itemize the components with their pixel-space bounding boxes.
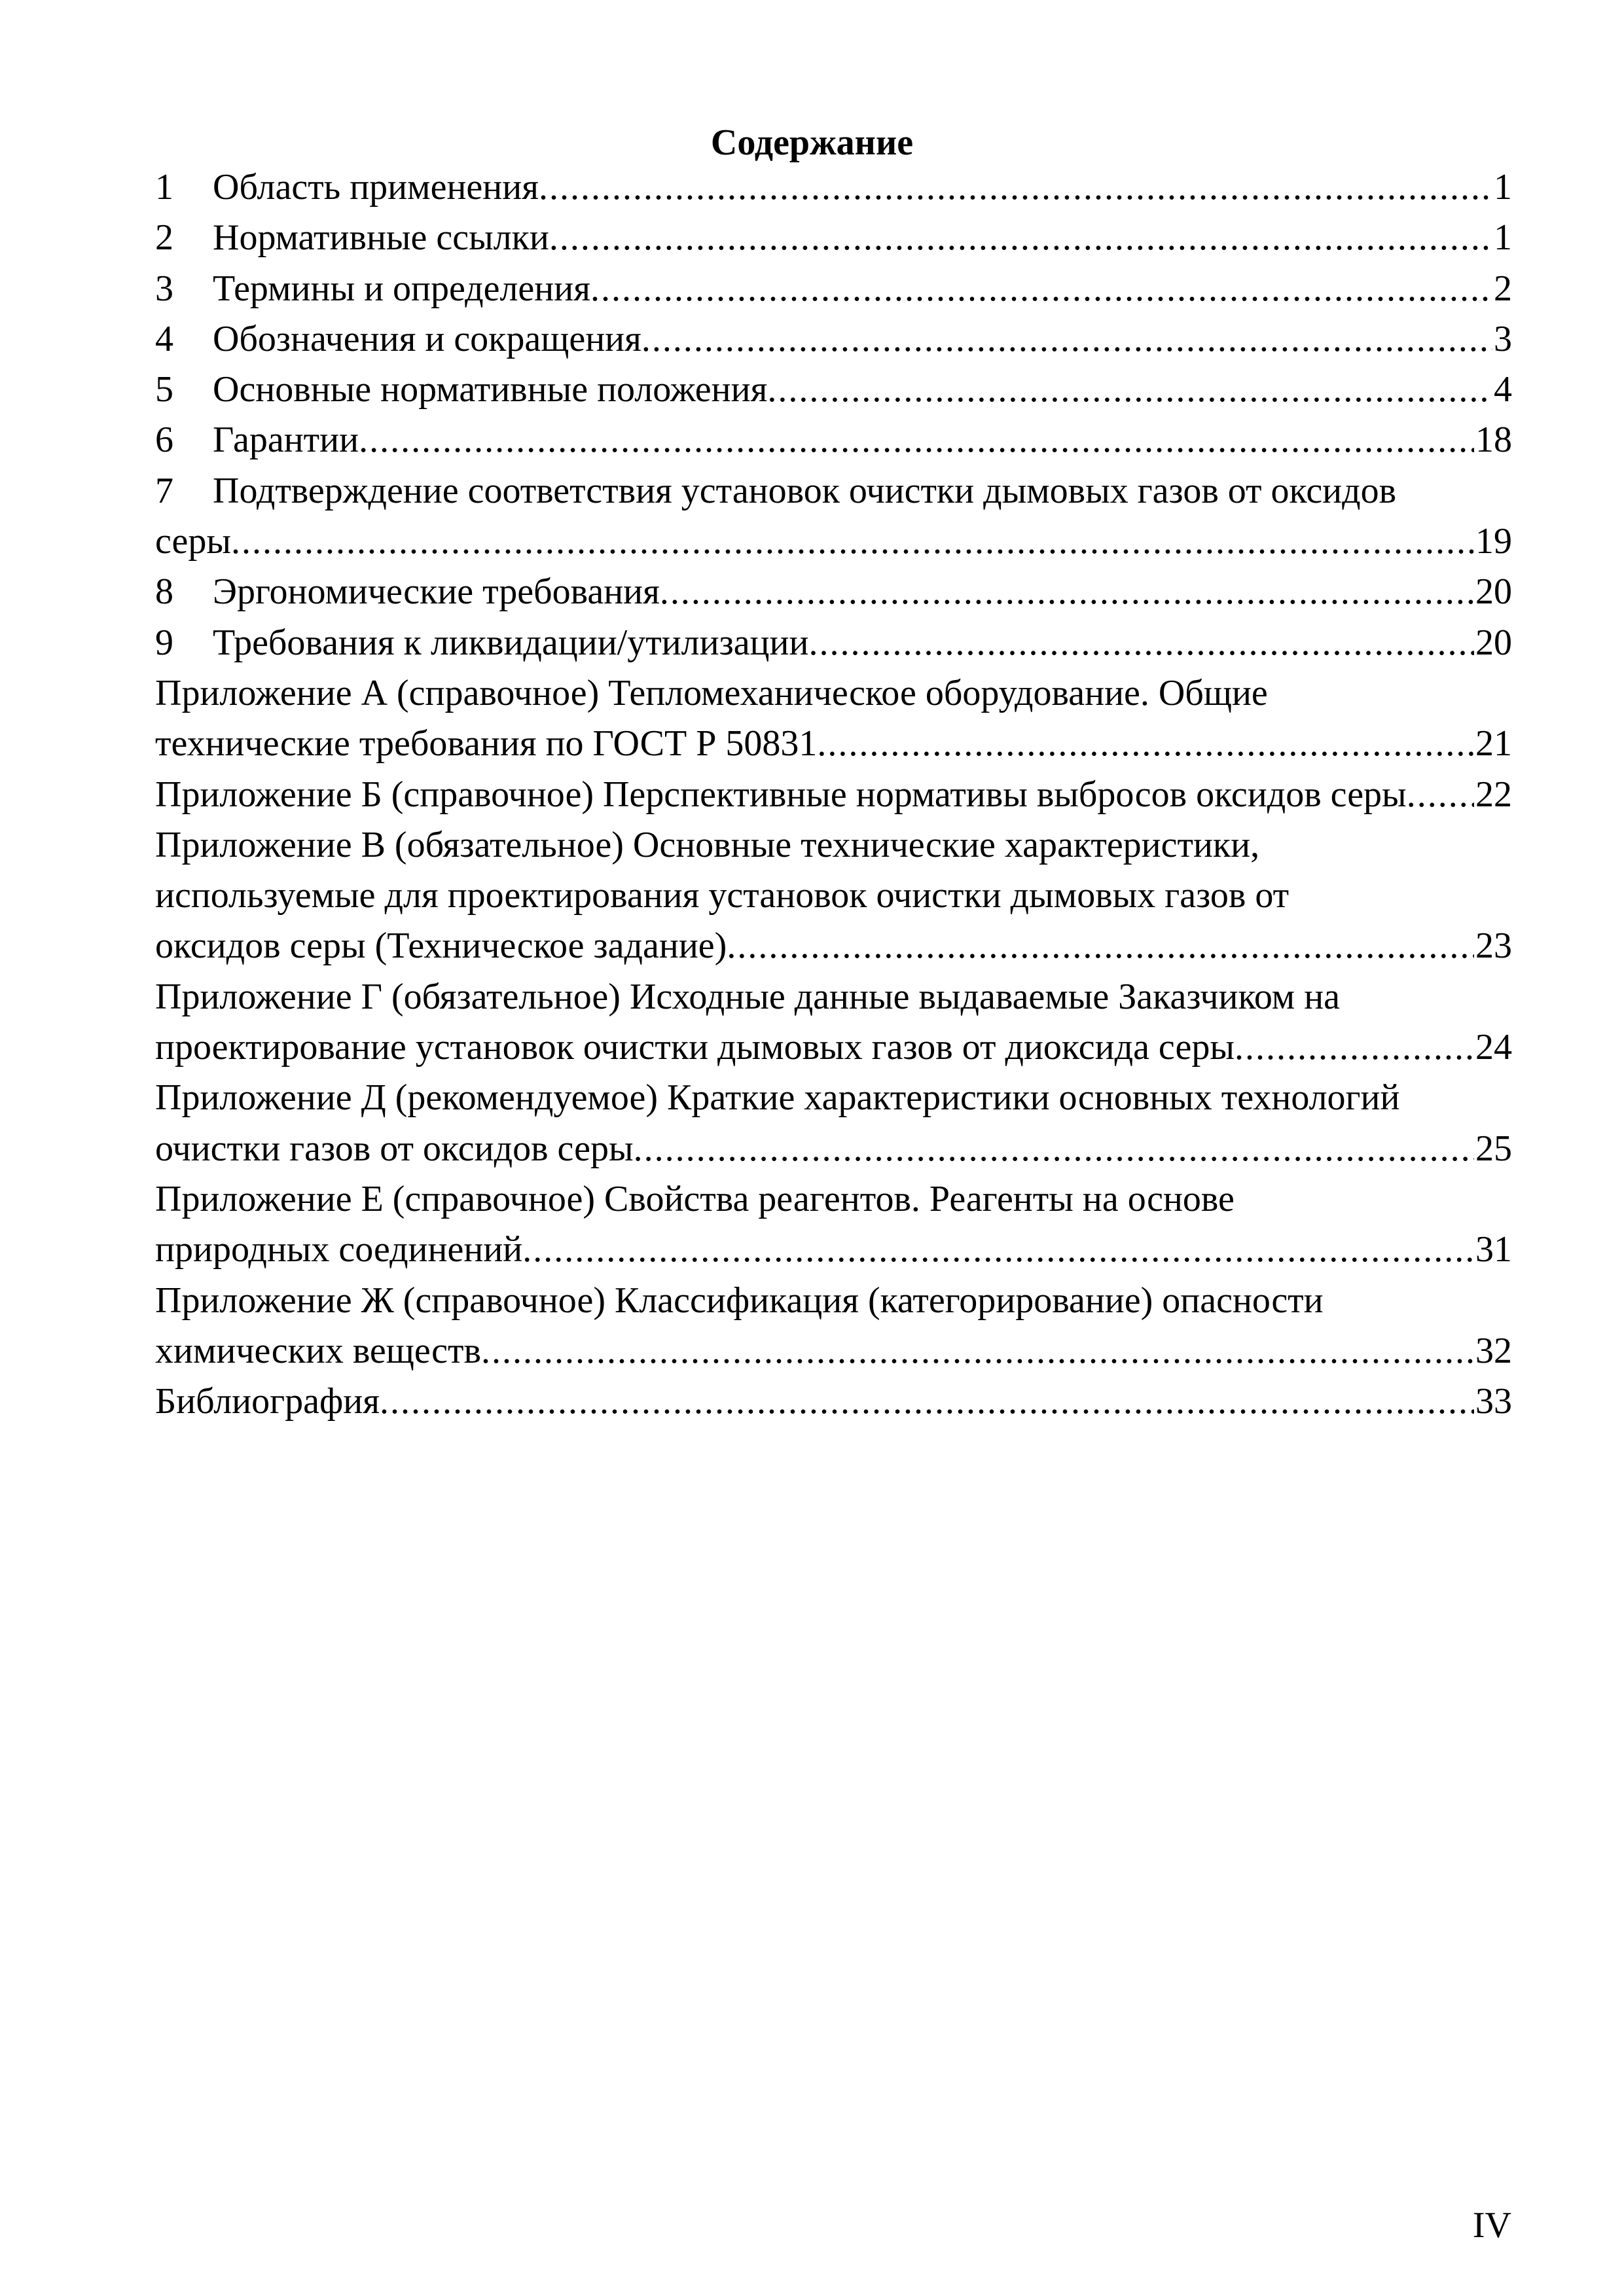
toc-entry-page: 23 [1475, 925, 1512, 967]
toc-entry-page: 20 [1475, 622, 1512, 663]
toc-entry-line [155, 466, 1512, 516]
toc-appendix-e[interactable] [155, 1174, 1512, 1276]
toc-entry-page: 31 [1475, 1229, 1512, 1270]
toc-entry-page: 4 [1494, 369, 1512, 410]
dot-leader [481, 1326, 1474, 1376]
toc-entry-title: Гарантии [213, 420, 359, 461]
toc-entry-line: Приложение В (обязательное) Основные технические характеристики, [155, 824, 1260, 865]
page-number: IV [1472, 2205, 1511, 2246]
toc-entry-title-continued: технические требования по ГОСТ Р 50831 [155, 723, 818, 764]
toc-entry-page: 24 [1475, 1027, 1512, 1068]
toc-entry-number: 3 [155, 268, 173, 309]
toc-entry-page: 21 [1475, 723, 1512, 764]
toc-entry-title-continued: оксидов серы (Техническое задание) [155, 925, 727, 967]
toc-entry-title: Обозначения и сокращения [213, 318, 641, 359]
toc-entry-line [155, 921, 1512, 971]
toc-entry-line [155, 1022, 1512, 1073]
page-title: Содержание [710, 122, 914, 163]
dot-leader [808, 618, 1474, 668]
toc-entry-page: 22 [1475, 774, 1512, 815]
toc-entry-1[interactable] [155, 162, 1512, 213]
toc-entry-title: Нормативные ссылки [213, 217, 549, 259]
toc-entry-page: 1 [1494, 167, 1512, 207]
toc-entry-page: 20 [1475, 571, 1512, 613]
dot-leader [522, 1225, 1474, 1275]
toc-entry-2[interactable] [155, 213, 1512, 263]
toc-entry-line [155, 1225, 1512, 1275]
toc-entry-page: 3 [1494, 318, 1512, 359]
toc-entry-line: Приложение Г (обязательное) Исходные данные выдаваемые Заказчиком на [155, 976, 1341, 1017]
toc-appendix-zh[interactable] [155, 1276, 1512, 1377]
toc-entry-page: 1 [1494, 217, 1512, 259]
toc-entry-title: Подтверждение соответствия установок очистки дымовых газов от оксидов [213, 470, 1397, 511]
dot-leader [231, 516, 1474, 567]
toc-entry-page: 32 [1475, 1330, 1512, 1371]
toc-entry-line: Приложение А (справочное) Тепломеханическое оборудование. Общие [155, 672, 1268, 713]
toc-entry-number: 4 [155, 318, 173, 359]
toc-entry-3[interactable] [155, 264, 1512, 314]
toc-entry-title-continued: серы [155, 521, 232, 562]
toc-entry-title-continued: химических веществ [155, 1330, 481, 1371]
toc-entry-line [155, 516, 1512, 567]
toc-entry-6[interactable] [155, 415, 1512, 465]
toc-appendix-b[interactable] [155, 770, 1512, 820]
dot-leader [380, 1376, 1474, 1427]
toc-bibliography[interactable] [155, 1376, 1512, 1427]
toc-entry-title: Библиография [155, 1381, 380, 1422]
toc-entry-line: Приложение Ж (справочное) Классификация (категорирование) опасности [155, 1280, 1324, 1321]
toc-appendix-d[interactable] [155, 1073, 1512, 1174]
toc-entry-title: Эргономические требования [213, 571, 660, 613]
table-of-contents [155, 162, 1512, 1427]
toc-entry-number: 8 [155, 571, 173, 613]
toc-entry-title: Приложение Б (справочное) Перспективные нормативы выбросов оксидов серы [155, 774, 1407, 815]
toc-entry-line: Приложение Д (рекомендуемое) Краткие характеристики основных технологий [155, 1077, 1400, 1119]
dot-leader [549, 213, 1492, 263]
toc-entry-line [155, 719, 1512, 769]
dot-leader [817, 719, 1474, 769]
toc-entry-number: 7 [155, 470, 173, 511]
toc-entry-number: 1 [155, 167, 173, 207]
toc-entry-title: Термины и определения [213, 268, 590, 309]
toc-entry-title: Область применения [213, 167, 539, 207]
toc-entry-title: Основные нормативные положения [213, 369, 768, 410]
toc-entry-page: 25 [1475, 1128, 1512, 1169]
dot-leader [634, 1124, 1474, 1174]
toc-entry-number: 2 [155, 217, 173, 259]
dot-leader [660, 567, 1474, 617]
toc-entry-number: 9 [155, 622, 173, 663]
toc-entry-page: 18 [1475, 420, 1512, 461]
toc-appendix-a[interactable] [155, 668, 1512, 770]
dot-leader [1235, 1022, 1474, 1073]
toc-entry-page: 19 [1475, 521, 1512, 562]
dot-leader [539, 162, 1492, 213]
toc-entry-5[interactable] [155, 365, 1512, 415]
toc-entry-8[interactable] [155, 567, 1512, 617]
dot-leader [359, 415, 1474, 465]
toc-entry-page: 33 [1475, 1381, 1512, 1422]
dot-leader [1407, 770, 1474, 820]
dot-leader [590, 264, 1492, 314]
toc-entry-4[interactable] [155, 314, 1512, 365]
toc-entry-title-continued: проектирование установок очистки дымовых газов от диоксида серы [155, 1027, 1235, 1068]
toc-entry-number: 5 [155, 369, 173, 410]
toc-appendix-g[interactable] [155, 972, 1512, 1073]
toc-appendix-v[interactable] [155, 820, 1512, 972]
toc-entry-line: используемые для проектирования установок очистки дымовых газов от [155, 875, 1290, 916]
toc-entry-line [155, 1326, 1512, 1376]
dot-leader [727, 921, 1474, 971]
toc-entry-title-continued: природных соединений [155, 1229, 523, 1270]
toc-entry-9[interactable] [155, 618, 1512, 668]
toc-entry-page: 2 [1494, 268, 1512, 309]
toc-entry-number: 6 [155, 420, 173, 461]
toc-entry-title-continued: очистки газов от оксидов серы [155, 1128, 634, 1169]
dot-leader [767, 365, 1492, 415]
toc-entry-title: Требования к ликвидации/утилизации [213, 622, 809, 663]
toc-entry-line [155, 1124, 1512, 1174]
toc-entry-7[interactable] [155, 466, 1512, 567]
toc-entry-line: Приложение Е (справочное) Свойства реагентов. Реагенты на основе [155, 1178, 1235, 1219]
dot-leader [641, 314, 1492, 365]
